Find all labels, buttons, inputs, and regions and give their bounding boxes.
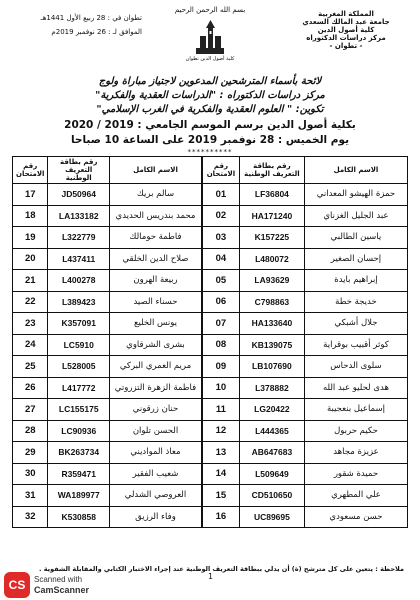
scanner-line: Scanned with bbox=[34, 575, 83, 584]
candidate-name: عزيزة مجاهد bbox=[304, 442, 407, 464]
table-row bbox=[13, 248, 202, 270]
candidate-name: شعيب الفقير bbox=[110, 463, 202, 485]
exam-number: 20 bbox=[13, 248, 48, 270]
candidate-cin: L444365 bbox=[239, 420, 304, 442]
exam-number: 17 bbox=[13, 184, 48, 206]
candidate-cin: L437411 bbox=[48, 248, 110, 270]
candidate-cin: LF36804 bbox=[239, 184, 304, 206]
candidate-name: إسماعيل بنعجيبة bbox=[304, 399, 407, 421]
table-row bbox=[203, 485, 408, 507]
institution-header bbox=[286, 10, 406, 50]
candidate-cin: L400278 bbox=[48, 270, 110, 292]
table-row bbox=[13, 227, 202, 249]
table-row bbox=[203, 442, 408, 464]
hijri-date: تطوان في : 28 ربيع الأول 1441هـ bbox=[40, 14, 142, 22]
table-row bbox=[203, 506, 408, 528]
exam-number: 02 bbox=[203, 205, 240, 227]
table-row bbox=[13, 485, 202, 507]
exam-number: 03 bbox=[203, 227, 240, 249]
table-row bbox=[203, 463, 408, 485]
candidate-name: سلوى الدحاس bbox=[304, 356, 407, 378]
table-row bbox=[13, 270, 202, 292]
candidate-cin: AB647683 bbox=[239, 442, 304, 464]
candidate-name: ربيعة الهرون bbox=[110, 270, 202, 292]
header-line: - تطوان - bbox=[329, 42, 363, 50]
candidate-cin: HA171240 bbox=[239, 205, 304, 227]
candidate-name: هدى لحليو عبد الله bbox=[304, 377, 407, 399]
exam-number: 29 bbox=[13, 442, 48, 464]
header-line: مركز دراسات الدكتوراه bbox=[306, 34, 386, 42]
camscanner-logo: CS bbox=[4, 572, 30, 598]
exam-number: 15 bbox=[203, 485, 240, 507]
candidate-cin: LA93629 bbox=[239, 270, 304, 292]
exam-number: 19 bbox=[13, 227, 48, 249]
header-exam-number: رقم الامتحان bbox=[203, 157, 240, 184]
exam-number: 06 bbox=[203, 291, 240, 313]
exam-number: 26 bbox=[13, 377, 48, 399]
header-line: كلية أصول الدين bbox=[317, 26, 375, 34]
exam-number: 01 bbox=[203, 184, 240, 206]
exam-number: 07 bbox=[203, 313, 240, 335]
candidate-cin: CD510650 bbox=[239, 485, 304, 507]
table-row bbox=[13, 334, 202, 356]
candidate-cin: L480072 bbox=[239, 248, 304, 270]
candidate-cin: L509649 bbox=[239, 463, 304, 485]
candidate-name: مريم العمري البركي bbox=[110, 356, 202, 378]
header-line: المملكة المغربية bbox=[318, 10, 374, 18]
candidate-name: علي المطهري bbox=[304, 485, 407, 507]
exam-number: 16 bbox=[203, 506, 240, 528]
exam-number: 30 bbox=[13, 463, 48, 485]
program-title: تكوين: " العلوم العقدية والفكرية في الغرب الإسلامي" bbox=[96, 104, 324, 115]
exam-number: 11 bbox=[203, 399, 240, 421]
table-row bbox=[13, 313, 202, 335]
exam-number: 08 bbox=[203, 334, 240, 356]
candidate-name: يونس الخليع bbox=[110, 313, 202, 335]
candidate-name: بشرى الشرقاوي bbox=[110, 334, 202, 356]
bismillah: بسم الله الرحمن الرحيم bbox=[174, 6, 246, 14]
table-row bbox=[203, 377, 408, 399]
exam-number: 05 bbox=[203, 270, 240, 292]
exam-number: 04 bbox=[203, 248, 240, 270]
exam-number: 31 bbox=[13, 485, 48, 507]
candidate-cin: L378882 bbox=[239, 377, 304, 399]
candidate-name: حسناء الصيد bbox=[110, 291, 202, 313]
candidate-name: حسن مسعودي bbox=[304, 506, 407, 528]
candidate-cin: L417772 bbox=[48, 377, 110, 399]
separator-stars: ********** bbox=[187, 148, 233, 156]
exam-number: 28 bbox=[13, 420, 48, 442]
table-row bbox=[13, 291, 202, 313]
header-line: جامعة عبد المالك السعدي bbox=[302, 18, 390, 26]
center-title: مركز دراسات الدكتوراه : "الدراسات العقدية والفكرية" bbox=[95, 90, 325, 101]
table-header-row bbox=[203, 157, 408, 184]
candidate-name: العروصي الشدلي bbox=[110, 485, 202, 507]
candidates-table-right bbox=[202, 156, 408, 528]
candidate-name: وفاء الرزيق bbox=[110, 506, 202, 528]
exam-number: 10 bbox=[203, 377, 240, 399]
table-row bbox=[203, 291, 408, 313]
candidate-cin: KB139075 bbox=[239, 334, 304, 356]
candidate-cin: LG20422 bbox=[239, 399, 304, 421]
exam-number: 23 bbox=[13, 313, 48, 335]
candidate-name: محمد بندريس الحديدي bbox=[110, 205, 202, 227]
candidate-cin: LC155175 bbox=[48, 399, 110, 421]
table-row bbox=[13, 399, 202, 421]
candidate-name: كوثر أقبيب بوقراية bbox=[304, 334, 407, 356]
table-row bbox=[203, 184, 408, 206]
table-row bbox=[203, 205, 408, 227]
exam-number: 22 bbox=[13, 291, 48, 313]
candidate-cin: LA133182 bbox=[48, 205, 110, 227]
candidate-name: عبد الجليل الغزناي bbox=[304, 205, 407, 227]
exam-number: 24 bbox=[13, 334, 48, 356]
exam-number: 14 bbox=[203, 463, 240, 485]
exam-number: 18 bbox=[13, 205, 48, 227]
table-row bbox=[203, 334, 408, 356]
table-row bbox=[13, 420, 202, 442]
table-row bbox=[13, 184, 202, 206]
candidate-cin: K357091 bbox=[48, 313, 110, 335]
header-name: الاسم الكامل bbox=[304, 157, 407, 184]
header-cin: رقم بطاقة التعريف الوطنية bbox=[239, 157, 304, 184]
scanner-line: CamScanner bbox=[34, 585, 90, 595]
gregorian-date: الموافق لـ : 26 نوفمبر 2019م bbox=[51, 28, 142, 36]
candidate-cin: K157225 bbox=[239, 227, 304, 249]
scanner-watermark bbox=[34, 575, 89, 595]
candidate-name: حنان زرقوني bbox=[110, 399, 202, 421]
table-row bbox=[203, 420, 408, 442]
table-row bbox=[13, 356, 202, 378]
table-row bbox=[203, 356, 408, 378]
table-row bbox=[13, 463, 202, 485]
table-row bbox=[203, 227, 408, 249]
candidate-name: معاذ المواديني bbox=[110, 442, 202, 464]
exam-number: 27 bbox=[13, 399, 48, 421]
candidate-cin: R359471 bbox=[48, 463, 110, 485]
candidate-name: حميدة شقور bbox=[304, 463, 407, 485]
exam-date: يوم الخميس : 28 نوفمبر 2019 على الساعة 10 صباحا bbox=[70, 134, 350, 146]
candidate-cin: WA189977 bbox=[48, 485, 110, 507]
date-block bbox=[12, 14, 142, 36]
exam-number: 21 bbox=[13, 270, 48, 292]
header-cin: رقم بطاقة التعريف الوطنية bbox=[48, 157, 110, 184]
candidate-cin: JD50964 bbox=[48, 184, 110, 206]
candidate-cin: LC5910 bbox=[48, 334, 110, 356]
page-number: 1 bbox=[208, 572, 214, 581]
candidate-name: فاطمة الزهرة التزروتي bbox=[110, 377, 202, 399]
candidate-cin: LC90936 bbox=[48, 420, 110, 442]
candidate-cin: L389423 bbox=[48, 291, 110, 313]
table-row bbox=[203, 399, 408, 421]
candidate-cin: L322779 bbox=[48, 227, 110, 249]
candidate-name: سالم بريك bbox=[110, 184, 202, 206]
table-row bbox=[203, 313, 408, 335]
header-name: الاسم الكامل bbox=[110, 157, 202, 184]
table-row bbox=[203, 248, 408, 270]
table-header-row bbox=[13, 157, 202, 184]
candidate-cin: LB107690 bbox=[239, 356, 304, 378]
candidate-name: إحسان الصغير bbox=[304, 248, 407, 270]
candidate-name: فاطمة حومالك bbox=[110, 227, 202, 249]
candidate-name: حكيم حربول bbox=[304, 420, 407, 442]
candidates-table-left bbox=[12, 156, 202, 528]
table-row bbox=[13, 205, 202, 227]
candidate-name: جلال أشبكي bbox=[304, 313, 407, 335]
candidate-name: ياسين الطالبي bbox=[304, 227, 407, 249]
candidate-name: صلاح الدين الخلقي bbox=[110, 248, 202, 270]
logo-caption: كلية أصول الدين تطوان bbox=[185, 56, 235, 62]
university-logo bbox=[186, 18, 234, 58]
table-row bbox=[203, 270, 408, 292]
list-title: لائحة بأسماء المترشحين المدعوين لاجتياز مباراة ولوج bbox=[98, 76, 322, 87]
footnote: ملاحظة : يتعين على كل مترشح (ة) أن يدلي ببطاقة التعريف الوطنية عند إجراء الاختبار الكتابي والمقابلة الشفوية . bbox=[39, 565, 404, 573]
candidate-name: حمزة الهيشو المعداني bbox=[304, 184, 407, 206]
candidate-name: الحسن تلوان bbox=[110, 420, 202, 442]
candidate-cin: K530858 bbox=[48, 506, 110, 528]
candidate-cin: L528005 bbox=[48, 356, 110, 378]
candidate-cin: HA133640 bbox=[239, 313, 304, 335]
table-row bbox=[13, 377, 202, 399]
exam-number: 13 bbox=[203, 442, 240, 464]
candidate-cin: UC89695 bbox=[239, 506, 304, 528]
table-row bbox=[13, 506, 202, 528]
candidate-name: إبراهيم بايدة bbox=[304, 270, 407, 292]
exam-number: 32 bbox=[13, 506, 48, 528]
candidate-name: خديجة خطة bbox=[304, 291, 407, 313]
exam-number: 09 bbox=[203, 356, 240, 378]
table-row bbox=[13, 442, 202, 464]
exam-number: 12 bbox=[203, 420, 240, 442]
candidate-cin: BK263734 bbox=[48, 442, 110, 464]
candidate-cin: C798863 bbox=[239, 291, 304, 313]
header-exam-number: رقم الامتحان bbox=[13, 157, 48, 184]
exam-number: 25 bbox=[13, 356, 48, 378]
academic-year: بكلية أصول الدين برسم الموسم الجامعي : 2019 / 2020 bbox=[64, 119, 356, 131]
